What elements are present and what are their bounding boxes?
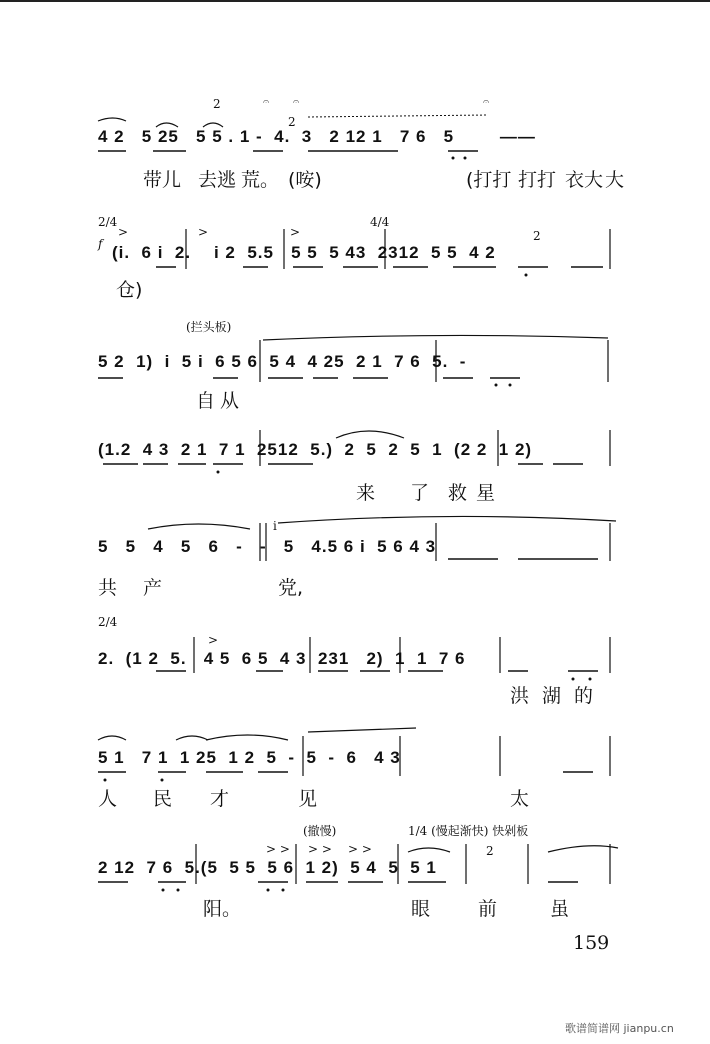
- score-system-1: [98, 95, 625, 191]
- dynamic-mark: f: [98, 237, 103, 251]
- lyric: 去逃: [198, 169, 237, 191]
- notation-line: 5 1 7 1 1 25 1 2 5 - 5 - 6 4 3: [98, 748, 401, 767]
- lyric: 大: [605, 169, 625, 191]
- notation-line: 5 2 1) i 5 i 6 5 6 5 4 4 25 2 1 7 6 5. -: [98, 352, 467, 371]
- grace-note-mark: 2: [288, 115, 296, 129]
- accent-marks: > >: [266, 842, 290, 856]
- lyric: 自: [196, 390, 216, 412]
- accent-mark: >: [198, 225, 209, 239]
- accent-mark: >: [208, 633, 219, 647]
- lyric: 见: [298, 788, 318, 810]
- barlines-and-slurs: [98, 515, 618, 595]
- barlines-and-beams: [98, 615, 618, 695]
- lyric: 太: [510, 788, 530, 810]
- lyric: 湖: [542, 685, 562, 707]
- lyric: 洪: [510, 685, 530, 707]
- grace-note-mark: 2: [533, 229, 541, 243]
- lyric: 前: [478, 898, 498, 920]
- score-system-2: [98, 215, 618, 301]
- time-signature: 4/4: [370, 215, 390, 229]
- lyric: 产: [143, 577, 163, 599]
- score-system-7: [98, 720, 618, 810]
- score-system-5: [98, 515, 618, 599]
- fermata-mark: 𝄐: [483, 95, 490, 108]
- lyric: 来: [356, 482, 376, 504]
- grace-note-mark: 2: [213, 97, 221, 111]
- barlines-and-slurs: [98, 822, 618, 902]
- notation-line: 5 5 4 5 6 - - 5 4.5 6 i 5 6 4 3: [98, 537, 437, 556]
- notation-line: 2 12 7 6 5.(5 5 5 5 6 1 2) 5 4 5 5 1: [98, 858, 437, 877]
- accent-mark: >: [118, 225, 129, 239]
- score-system-3: [98, 312, 618, 412]
- lyric: (咹): [288, 169, 322, 191]
- lyric: 仓): [116, 279, 143, 301]
- lyric: 才: [210, 788, 230, 810]
- lyric: 共: [98, 577, 118, 599]
- lyric: 眼: [411, 898, 431, 920]
- time-signature: 2/4: [98, 215, 118, 229]
- accent-mark: >: [290, 225, 301, 239]
- barlines-and-beams: [98, 215, 618, 295]
- score-system-6: [98, 615, 618, 707]
- lyric: 了: [410, 482, 430, 504]
- accent-marks: > >: [348, 842, 372, 856]
- page-number: 159: [573, 932, 610, 954]
- time-signature: 2/4: [98, 615, 118, 629]
- notation-line: (1.2 4 3 2 1 7 1 2512 5.) 2 5 2 5 1 (2 2 1 2): [98, 440, 533, 459]
- lyric: 党,: [278, 577, 304, 599]
- notation-line: 4 2 5 25 5 5 . 1 - 4. 3 2 12 1 7 6 5 ——: [98, 127, 536, 146]
- barlines-and-slurs: [98, 720, 618, 800]
- lyric: 荒。: [241, 169, 280, 191]
- grace-note-mark: 2: [486, 844, 494, 858]
- score-system-4: [98, 430, 618, 510]
- fermata-mark: 𝄐: [293, 95, 300, 108]
- lyric: (打打: [466, 169, 512, 191]
- score-system-8: [98, 822, 618, 920]
- top-border: [0, 0, 710, 2]
- lyric: 打打: [518, 169, 557, 191]
- lyric: 的: [574, 685, 594, 707]
- lyric: 衣大: [565, 169, 604, 191]
- lyric: 民: [153, 788, 173, 810]
- notation-line: (i. 6 i 2. i 2 5.5 5 5 5 43 2312 5 5 4 2: [112, 243, 496, 262]
- lyric: 星: [476, 482, 496, 504]
- tempo-annotation: (拦头板): [186, 320, 232, 334]
- barlines-and-slurs: [98, 312, 618, 422]
- tempo-annotation: (撤慢): [303, 824, 337, 838]
- lyric: 从: [220, 390, 240, 412]
- lyric: 带儿: [143, 169, 182, 191]
- lyric: 人: [98, 788, 118, 810]
- fermata-mark: 𝄐: [263, 95, 270, 108]
- accent-marks: > >: [308, 842, 332, 856]
- lyric: 阳。: [203, 898, 242, 920]
- notation-line: 2. (1 2 5. 4 5 6 5 4 3 231 2) 1 1 7 6: [98, 649, 466, 668]
- watermark-text: 歌谱简谱网 jianpu.cn: [565, 1022, 674, 1035]
- grace-note-mark: i: [273, 519, 277, 533]
- lyric: 救: [448, 482, 468, 504]
- tempo-annotation: 1/4 (慢起渐快) 快剁板: [408, 824, 529, 838]
- lyric: 虽: [550, 898, 570, 920]
